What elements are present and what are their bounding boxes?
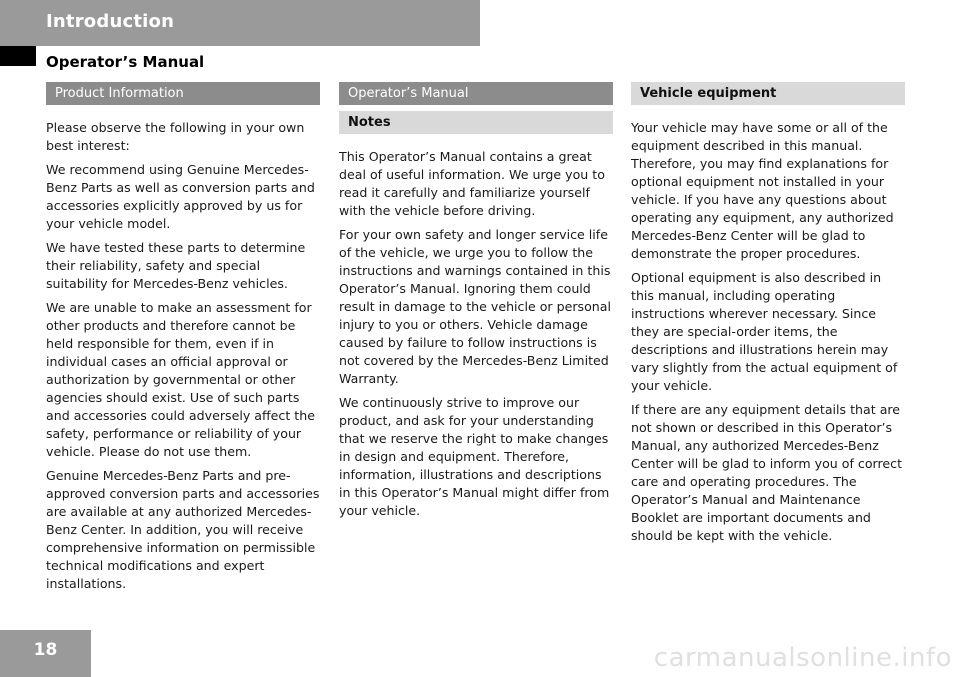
- subsection-heading: Notes: [339, 111, 613, 134]
- paragraph: We recommend using Genuine Mercedes-Benz Parts as well as conversion parts and accessories explicitly approved by us for your vehicle model.: [46, 162, 315, 231]
- watermark: carmanualsonline.info: [653, 643, 952, 673]
- paragraph: We continuously strive to improve our product, and ask for your understanding that we reserve the right to make changes in design and equipment. Therefore, information, illustrations and descriptions in this Operator’s Manual might differ from your vehicle.: [339, 395, 610, 518]
- section-body: [631, 119, 905, 545]
- column-operators-manual: [339, 82, 613, 526]
- page-number: 18: [33, 640, 58, 660]
- column-vehicle-equipment: [631, 82, 905, 551]
- column-product-information: [46, 82, 320, 599]
- paragraph: For your own safety and longer service life of the vehicle, we urge you to follow the instructions and warnings contained in this Operator’s Manual. Ignoring them could result in damage to the vehicle or personal injury to you or others. Vehicle damage caused by failure to follow instructions is not covered by the Mercedes-Benz Limited Warranty.: [339, 227, 612, 386]
- paragraph: Genuine Mercedes-Benz Parts and pre-approved conversion parts and accessories are available at any authorized Mercedes-Benz Center. In addition, you will receive comprehensive information on permissible technical modifications and expert installations.: [46, 468, 320, 591]
- section-body: [339, 148, 613, 520]
- chapter-title: Introduction: [46, 11, 175, 32]
- paragraph: We are unable to make an assessment for other products and therefore cannot be held responsible for them, even if in individual cases an official approval or authorization by governmental or other agencies should exist. Use of such parts and accessories could adversely affect the safety, performance or reliability of your vehicle. Please do not use them.: [46, 300, 315, 459]
- section-heading: Operator’s Manual: [339, 82, 613, 105]
- paragraph: If there are any equipment details that are not shown or described in this Operator’s Manual, any authorized Mercedes-Benz Center will be glad to inform you of correct care and operating procedures. The Operator’s Manual and Maintenance Booklet are important documents and should be kept with the vehicle.: [631, 402, 903, 543]
- section-marker: [0, 46, 36, 66]
- section-body: [46, 119, 320, 593]
- paragraph: This Operator’s Manual contains a great deal of useful information. We urge you to read it carefully and familiarize yourself with the vehicle before driving.: [339, 149, 605, 218]
- paragraph: Optional equipment is also described in this manual, including operating instructions wherever necessary. Since they are special-order items, the descriptions and illustrations herein may vary slightly from the actual equipment of your vehicle.: [631, 270, 898, 393]
- paragraph: We have tested these parts to determine their reliability, safety and special suitability for Mercedes-Benz vehicles.: [46, 240, 306, 291]
- page-subtitle: Operator’s Manual: [46, 53, 205, 71]
- section-heading: Product Information: [46, 82, 320, 105]
- chapter-header-band: [0, 0, 480, 46]
- section-heading: Vehicle equipment: [631, 82, 905, 105]
- paragraph: Please observe the following in your own best interest:: [46, 120, 305, 153]
- paragraph: Your vehicle may have some or all of the equipment described in this manual. Therefore, you may find explanations for optional equipment not installed in your vehicle. If you have any questions about operating any equipment, any authorized Mercedes-Benz Center will be glad to demonstrate the proper procedures.: [631, 120, 894, 261]
- page-number-box: [0, 630, 91, 677]
